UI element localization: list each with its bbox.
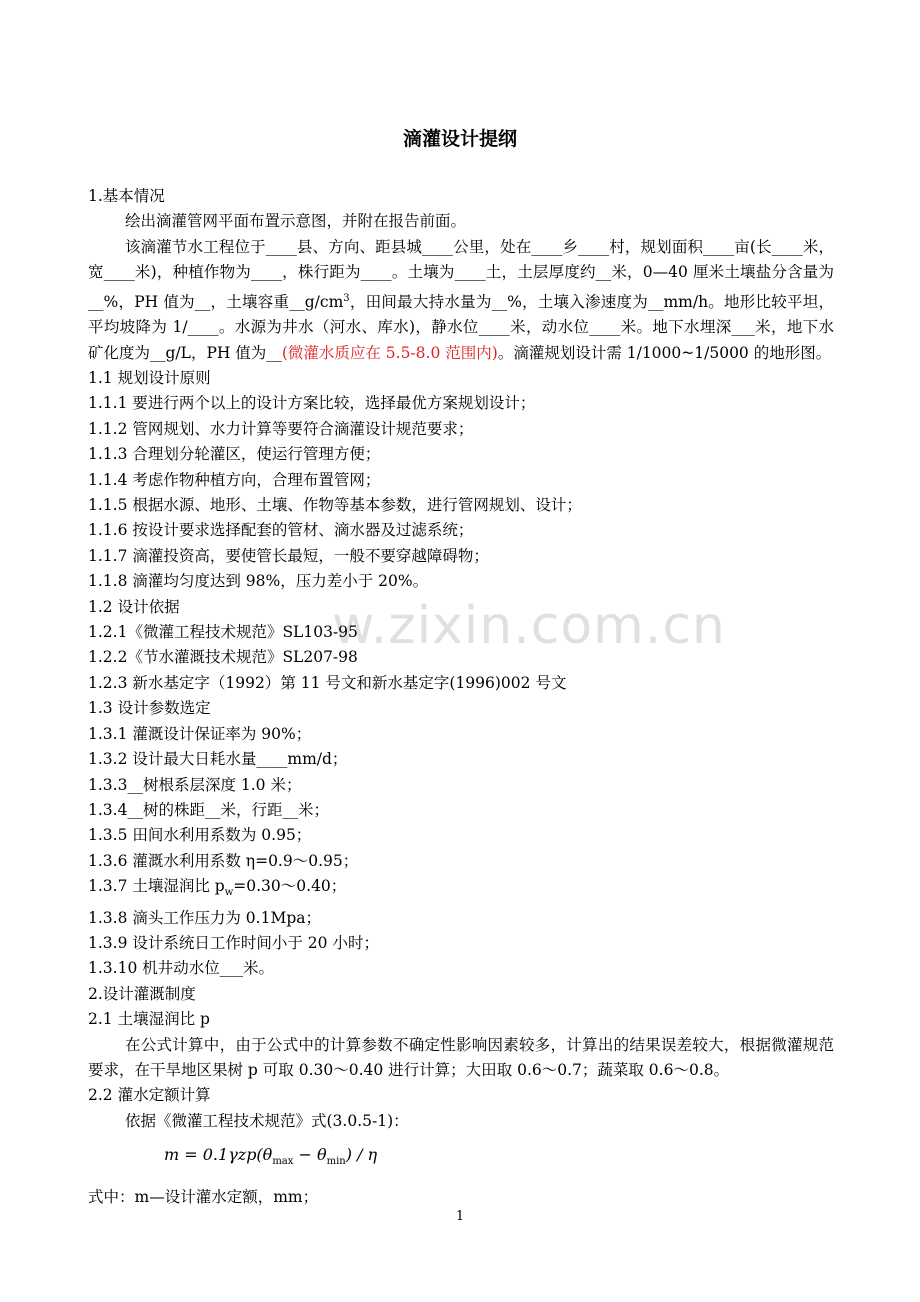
- paragraph-1: 绘出滴灌管网平面布置示意图，并附在报告前面。: [125, 212, 467, 231]
- section-heading-2-2: 2.2 灌水定额计算: [88, 1086, 211, 1105]
- param-item: 1.3.1 灌溉设计保证率为 90%；: [88, 724, 312, 743]
- param-item: 1.3.6 灌溉水利用系数 η=0.9～0.95；: [88, 851, 359, 870]
- param-item: 1.3.2 设计最大日耗水量____mm/d；: [88, 750, 348, 769]
- params-list-b: [88, 906, 834, 982]
- param-item: 1.3.3__树根系层深度 1.0 米；: [88, 775, 302, 794]
- principle-item: 1.1.4 考虑作物种植方向，合理布置管网；: [88, 470, 381, 489]
- principle-item: 1.1.1 要进行两个以上的设计方案比较，选择最优方案规划设计；: [88, 394, 536, 413]
- params-list-a: [88, 722, 834, 874]
- document-title: 滴灌设计提纲: [402, 128, 517, 150]
- irrigation-formula: [164, 1140, 834, 1177]
- paragraph-2-part-b: ，田间最大持水量为__%，土壤入渗速度为__mm/h。地形比较平坦，平均坡降为 1/____。水源为井水（河水、库水)，静水位____米，动水位____米。地下水埋深___米，地下水矿化度为__g/L，PH 值为__: [88, 292, 834, 362]
- principle-item: 1.1.5 根据水源、地形、土壤、作物等基本参数，进行管网规划、设计；: [88, 496, 582, 515]
- param-item: 1.3.9 设计系统日工作时间小于 20 小时；: [88, 934, 379, 953]
- section-heading-2: 2.设计灌溉制度: [88, 984, 196, 1003]
- watermark: w.zixin.com.cn: [332, 596, 726, 656]
- principle-item: 1.1.8 滴灌均匀度达到 98%，压力差小于 20%。: [88, 572, 429, 591]
- principles-list: [88, 391, 834, 594]
- param-item: 1.3.5 田间水利用系数为 0.95；: [88, 826, 312, 845]
- param-1-3-7: [88, 874, 834, 906]
- paragraph-2: [88, 235, 834, 366]
- basis-list: [88, 620, 834, 696]
- red-note: (微灌水质应在 5.5-8.0 范围内): [281, 343, 498, 362]
- formula-lhs: m = 0.1γzp(θ: [164, 1145, 273, 1165]
- basis-item: 1.2.1《微灌工程技术规范》SL103-95: [88, 623, 358, 642]
- paragraph-2-part-a: 该滴灌节水工程位于____县、方向、距县城____公里，处在____乡____村，规划面积____亩(长____米，宽____米)，种植作物为____，株行距为____。土壤为____土，土层厚度约__米，0—40 厘米土壤盐分含量为__%，PH 值为__，土壤容重__g/cm: [88, 237, 834, 311]
- explanation-line: 式中：m—设计灌水定额，mm；: [88, 1188, 319, 1207]
- principle-item: 1.1.3 合理划分轮灌区，使运行管理方便；: [88, 445, 381, 464]
- formula-rhs: ) / η: [345, 1145, 378, 1165]
- formula-sub-max: max: [272, 1156, 294, 1168]
- document-body: [88, 184, 834, 1211]
- basis-item: 1.2.3 新水基定字（1992）第 11 号文和新水基定字(1996)002 号文: [88, 673, 567, 692]
- section-heading-1-2: 1.2 设计依据: [88, 597, 180, 616]
- param-item: 1.3.10 机井动水位___米。: [88, 959, 274, 978]
- param-item: 1.3.8 滴头工作压力为 0.1Mpa；: [88, 908, 321, 927]
- param-item: 1.3.4__树的株距__米，行距__米；: [88, 800, 329, 819]
- paragraph-2-part-c: 。滴灌规划设计需 1/1000~1/5000 的地形图。: [497, 343, 832, 362]
- page-number: 1: [455, 1209, 465, 1224]
- principle-item: 1.1.6 按设计要求选择配套的管材、滴水器及过滤系统；: [88, 521, 474, 540]
- paragraph-2-2: 依据《微灌工程技术规范》式(3.0.5-1)：: [125, 1111, 409, 1130]
- paragraph-2-1: 在公式计算中，由于公式中的计算参数不确定性影响因素较多，计算出的结果误差较大，根据微灌规范要求，在干旱地区果树 p 可取 0.30～0.40 进行计算；大田取 0.6～0.7；蔬菜取 0.6～0.8。: [88, 1035, 834, 1080]
- principle-item: 1.1.2 管网规划、水力计算等要符合滴灌设计规范要求；: [88, 419, 474, 438]
- subscript-w: w: [224, 887, 234, 899]
- section-heading-1-1: 1.1 规划设计原则: [88, 369, 211, 387]
- param-1-3-7-a: 1.3.7 土壤湿润比 p: [88, 877, 225, 896]
- section-heading-1-3: 1.3 设计参数选定: [88, 699, 211, 718]
- formula-mid: − θ: [293, 1145, 327, 1165]
- param-1-3-7-b: =0.30～0.40；: [233, 877, 347, 896]
- formula-sub-min: min: [326, 1156, 346, 1168]
- section-heading-1: 1.基本情况: [88, 187, 165, 205]
- principle-item: 1.1.7 滴灌投资高，要使管长最短，一般不要穿越障碍物；: [88, 546, 489, 565]
- section-heading-2-1: 2.1 土壤湿润比 p: [88, 1010, 210, 1029]
- superscript-3: 3: [343, 292, 350, 304]
- basis-item: 1.2.2《节水灌溉技术规范》SL207-98: [88, 648, 358, 667]
